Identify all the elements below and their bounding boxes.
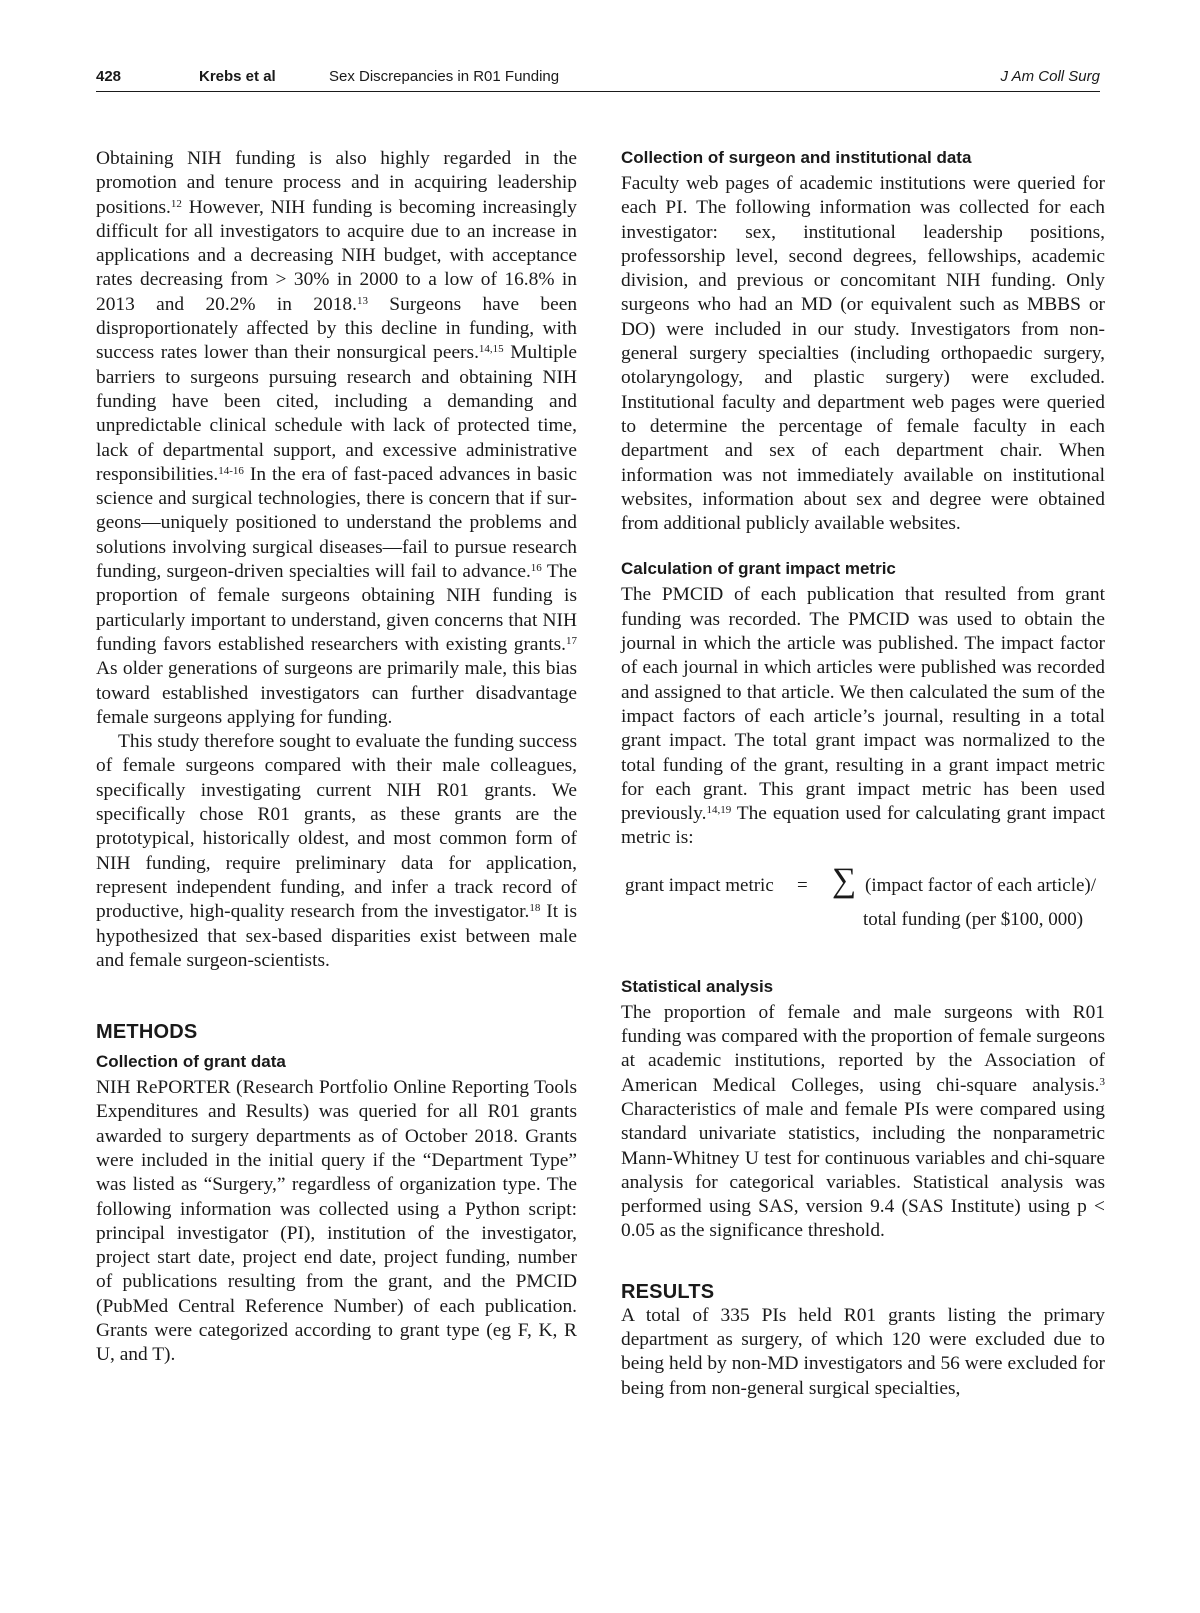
- equation-equals: =: [797, 874, 808, 896]
- impact-metric-equation: [621, 861, 1105, 933]
- citation-superscript: 16: [530, 562, 542, 574]
- text-run: As older generations of surgeons are primarily male, this bias toward established investigators can further disadvantage female surgeons applying for funding.: [96, 658, 577, 728]
- text-run: This study therefore sought to evaluate the funding success of female surgeons compared with their male colleagues, specifically investigating current NIH R01 grants. We specifically chose R01 grants, as these grants are the prototypical, historically oldest, and most common form of NIH funding, require preliminary data for application, represent independent funding, and infer a track record of productive, high-quality research from the investigator.: [96, 731, 577, 923]
- grant-data-paragraph: NIH RePORTER (Research Portfolio Online Reporting Tools Expenditures and Results) was queried for all R01 grants awarded to surgery departments as of October 2018. Grants were included in the initial query if the “Department Type” was listed as “Surgery,” regardless of organization type. The following information was collected using a Python script: principal investigator (PI), institution of the investigator, project start date, project end date, project funding, number of publications resulting from the grant, and the PMCID (PubMed Central Reference Number) of each publication. Grants were categorized according to grant type (eg F, K, R U, and T).: [96, 1077, 577, 1366]
- citation-superscript: 13: [356, 294, 368, 307]
- citation-superscript: 3: [1099, 1075, 1105, 1088]
- running-head-journal: J Am Coll Surg: [1000, 68, 1100, 85]
- running-head-title: Sex Discrepancies in R01 Funding: [329, 68, 560, 85]
- text-run: Multiple barriers to surgeons pursuing research and obtaining NIH funding have been cited, including a demanding and unpredictable clinical schedule with lack of protected time, lack of departmental support, and excessive administrative responsibilities.: [96, 342, 577, 485]
- citation-superscript: 17: [566, 634, 577, 647]
- results-paragraph: A total of 335 PIs held R01 grants listing the primary department as surgery, of which 120 were excluded due to being held by non-MD investigators and 56 were excluded for being from non-general surgical specialties,: [621, 1304, 1105, 1399]
- text-run: The equation used for calculating grant impact metric is:: [621, 803, 1105, 849]
- intro-paragraph-2: [96, 730, 577, 973]
- impact-metric-paragraph: [621, 583, 1105, 850]
- header-rule: [96, 91, 1100, 92]
- statistics-paragraph: [621, 1001, 1105, 1244]
- results-heading: RESULTS: [621, 1280, 715, 1303]
- statistics-heading: Statistical analysis: [621, 976, 774, 996]
- equation-denominator: total funding (per $100, 000): [863, 908, 1084, 930]
- text-run: The proportion of female surgeons obtaining NIH funding is particularly important to understand, given concerns that NIH funding favors established researchers with existing grants.: [96, 561, 577, 655]
- surgeon-data-paragraph: Faculty web pages of academic institutions were queried for each PI. The following information was collected for each investigator: sex, institutional leadership positions, professorship level, second degrees, fellowships, academic division, and previous or concomitant NIH funding. Only surgeons who had an MD (or equivalent such as MBBS or DO) were included in our study. Investigators from non-general surgery specialties (including orthopaedic surgery, otolaryngology, and plastic surgery) were excluded. Institutional faculty and department web pages were queried to determine the percentage of female faculty in each department and sex of each department chair. When information was not immediately available on institutional websites, information about sex and degree were obtained from additional publicly available websites.: [621, 173, 1105, 535]
- text-run: Characteristics of male and female PIs were compared using standard univariate statistics, including the nonparametric Mann-Whitney U test for continuous variables and chi-square analysis for categorical variables. Statistical analysis was performed using SAS, version 9.4 (SAS Institute) using p < 0.05 as the significance threshold.: [621, 1098, 1105, 1242]
- text-run: The proportion of female and male surgeons with R01 funding was compared with the proportion of female surgeons at academic institutions, reported by the Association of American Medical Colleges, using chi-square analysis.: [621, 1001, 1105, 1096]
- methods-heading: METHODS: [96, 1021, 198, 1044]
- running-head-authors: Krebs et al: [199, 68, 276, 85]
- text-run: However, NIH funding is becoming increasingly difficult for all investigators to acquire due to an increase in applications and a decreasing NIH budget, with acceptance rates decreasing from > 30% in 2000 to a low of 16.8% in 2013 and 20.2% in 2018.: [96, 196, 577, 315]
- grant-data-heading: Collection of grant data: [96, 1052, 286, 1072]
- intro-paragraph-1: [96, 147, 577, 730]
- text-run: In the era of fast-paced advances in basic science and surgical technologies, there is concern that if surgeons—uniquely positioned to understand the problems and solutions involving surgical diseases—fail to pursue research funding, surgeon-driven specialties will fail to advance.: [96, 463, 577, 583]
- equation-lhs: grant impact metric: [625, 874, 774, 896]
- citation-superscript: 14,19: [706, 804, 732, 817]
- surgeon-data-heading: Collection of surgeon and institutional data: [621, 148, 972, 167]
- text-run: The PMCID of each publication that resulted from grant funding was recorded. The PMCID was used to obtain the journal in which the article was published. The impact factor of each journal in which articles were published was recorded and assigned to that article. We then calculated the sum of the impact factors of each article’s journal, resulting in a total grant impact. The total grant impact was normalized to the total funding of the grant, resulting in a grant impact metric for each grant. This grant impact metric has been used previously.: [621, 584, 1105, 825]
- text-run: Surgeons have been disproportionately affected by this decline in funding, with success rates lower than their nonsurgical peers.: [96, 293, 578, 364]
- impact-metric-heading: Calculation of grant impact metric: [621, 559, 896, 579]
- text-run: Obtaining NIH funding is also highly regarded in the promotion and tenure process and in acquiring leadership positions.: [96, 148, 577, 218]
- citation-superscript: 14-16: [218, 464, 244, 477]
- citation-superscript: 18: [529, 902, 541, 915]
- text-run: It is hypothesized that sex-based disparities exist between male and female surgeon-scientists.: [96, 901, 577, 971]
- summation-symbol: ∑: [832, 861, 857, 899]
- equation-numerator: (impact factor of each article)/: [865, 874, 1097, 896]
- citation-superscript: 14,15: [478, 343, 504, 356]
- left-column: [96, 147, 577, 1368]
- right-column: [621, 147, 1105, 1401]
- running-head: [96, 68, 1100, 90]
- citation-superscript: 12: [170, 197, 182, 210]
- page-number: 428: [96, 68, 122, 85]
